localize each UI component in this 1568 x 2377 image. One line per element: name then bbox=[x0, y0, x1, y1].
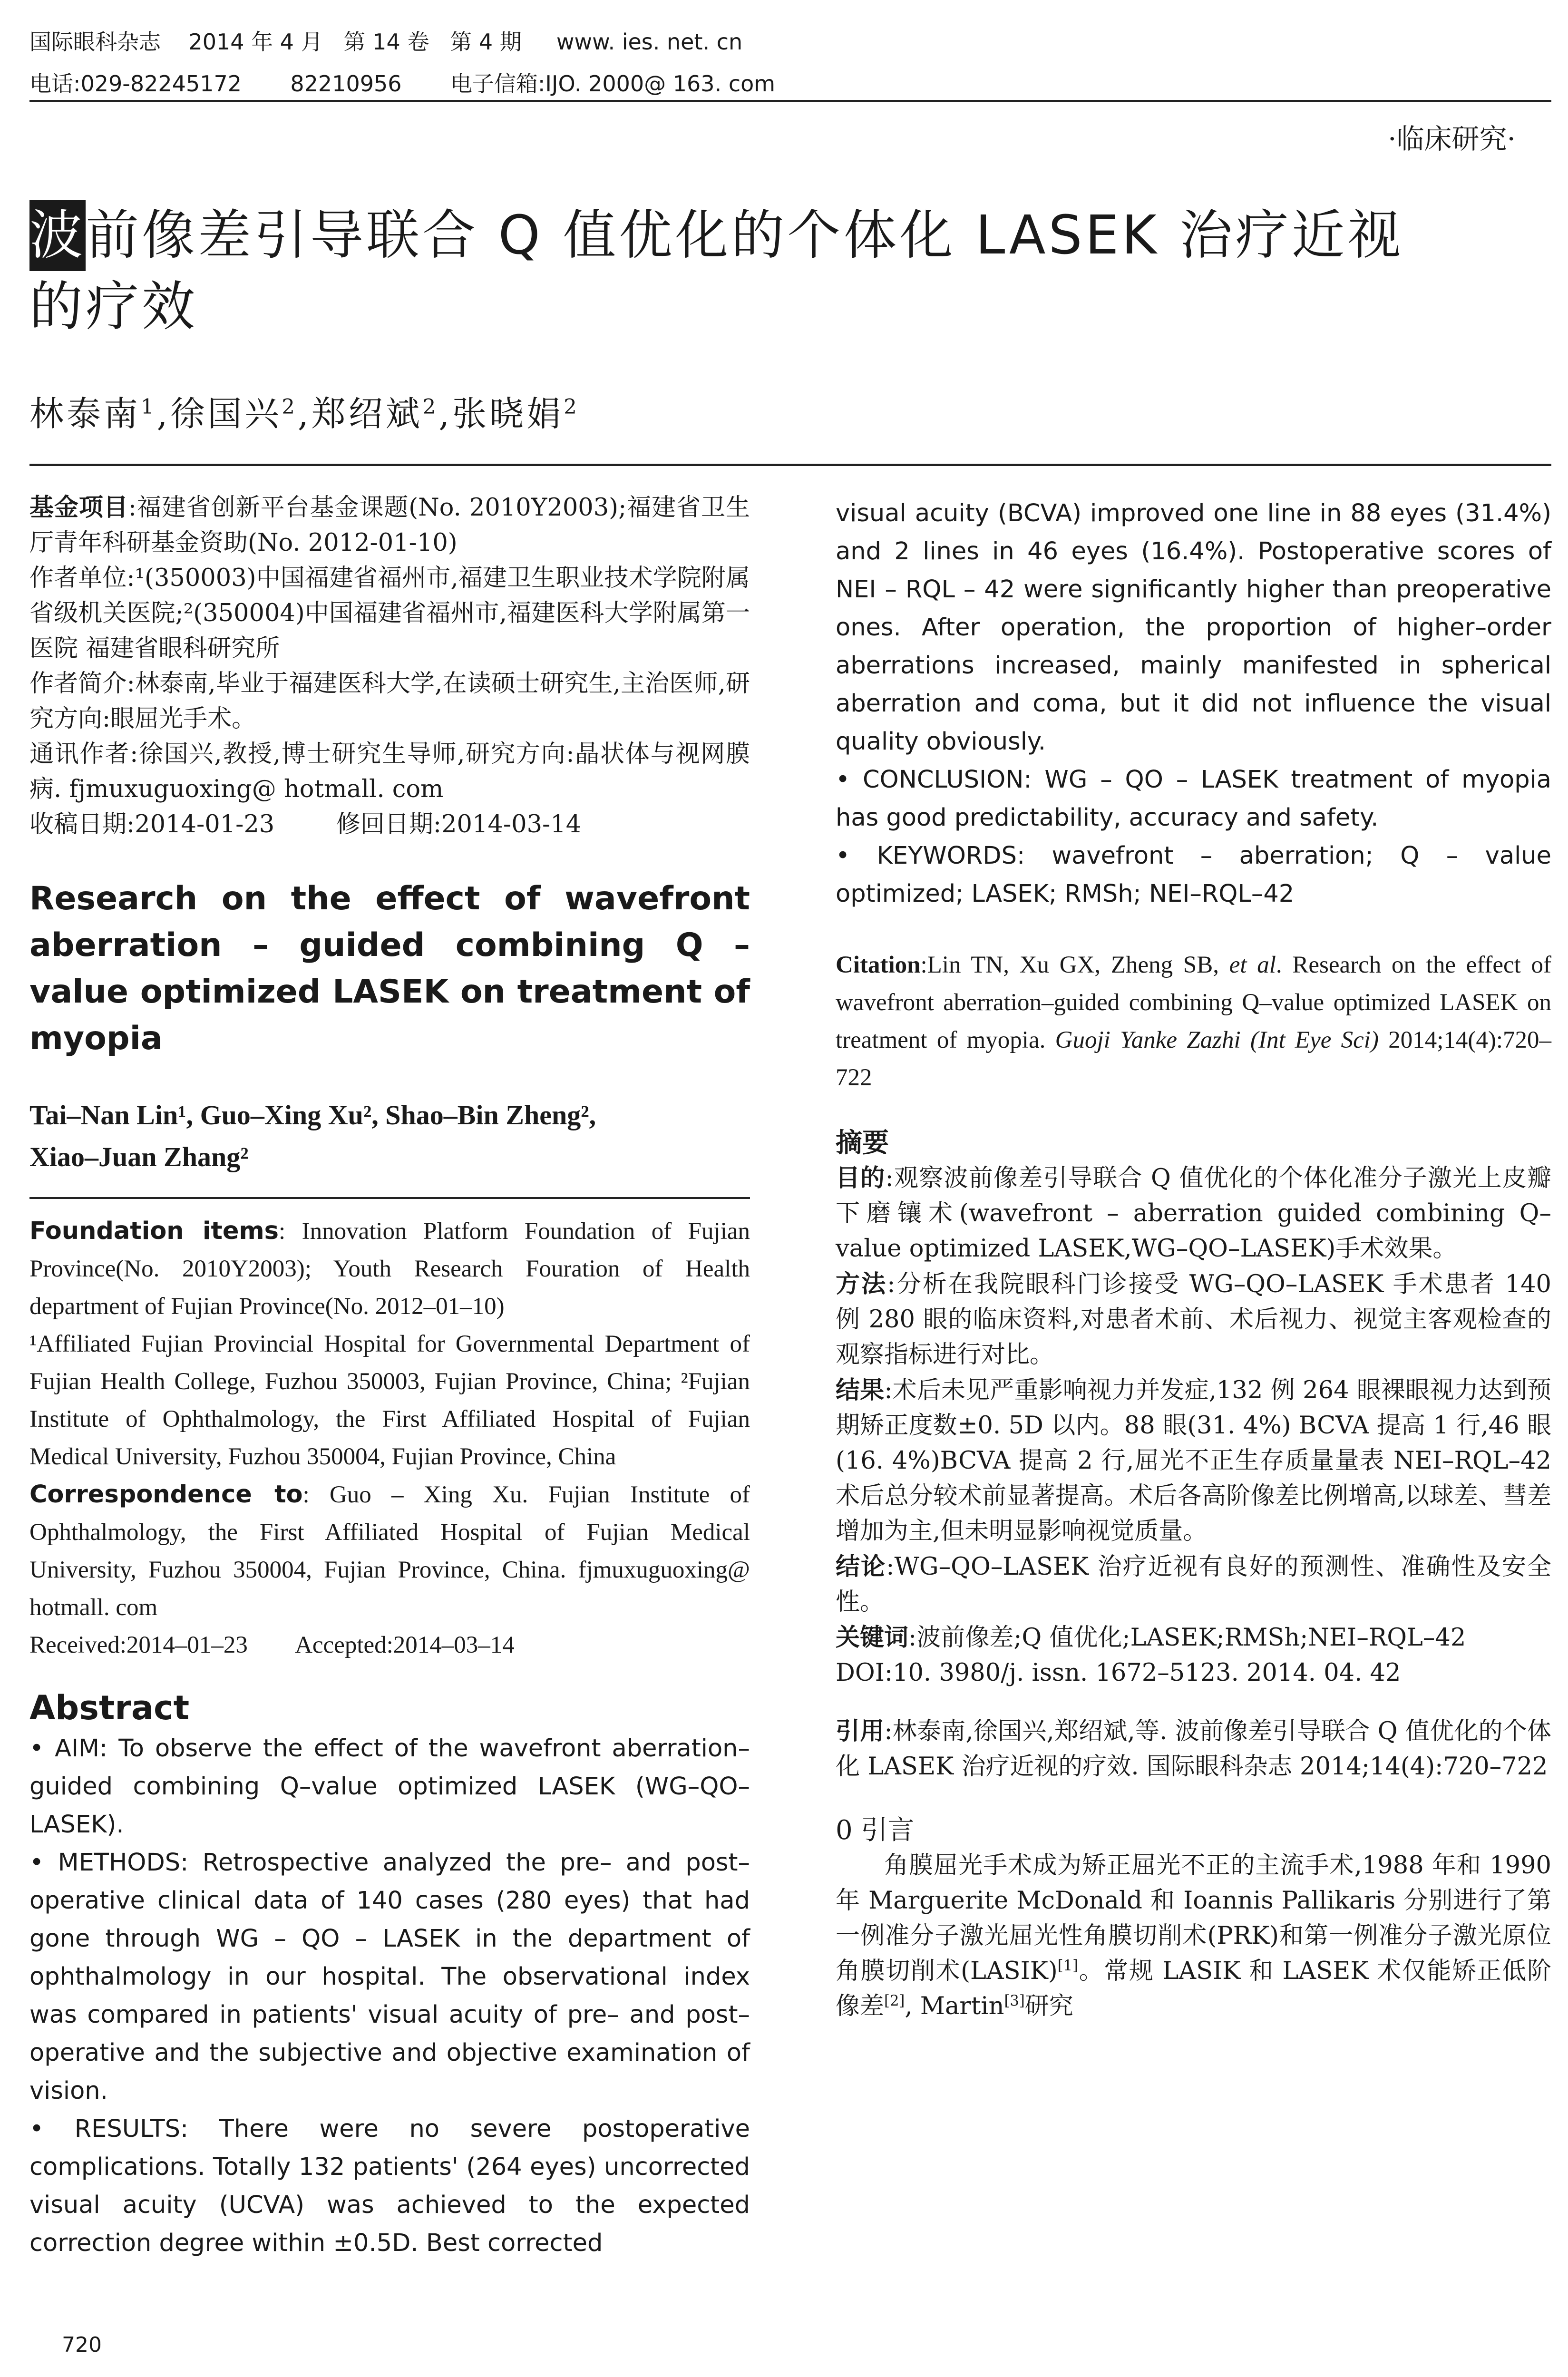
doi: DOI:10. 3980/j. issn. 1672–5123. 2014. 04. 42 bbox=[836, 1659, 1401, 1687]
abstract-heading: Abstract bbox=[29, 1688, 190, 1727]
abstract-results-cont: visual acuity (BCVA) improved one line in 88 eyes (31.4%) and 2 lines in 46 eyes (16.4%). Postoperative scores of NEI – RQL – 42 were significantly higher than preoperative ones. After operation, the proportion of higher–order aberrations increased, mainly manifested in spherical aberration and coma, but it did not influence the visual quality obviously. bbox=[836, 499, 1551, 756]
affiliation-zh: 作者单位:¹(350003)中国福建省福州市,福建卫生职业技术学院附属省级机关医院;²(350004)中国福建省福州市,福建医科大学附属第一医院 福建省眼科研究所 bbox=[29, 564, 750, 662]
title-en: Research on the effect of wavefront aberration – guided combining Q – value optimized LASEK on treatment of myopia bbox=[29, 880, 750, 1057]
bio-zh: 作者简介:林泰南,毕业于福建医科大学,在读硕士研究生,主治医师,研究方向:眼屈光手术。 bbox=[29, 670, 750, 733]
authors-zh: 林泰南$^1$,徐国兴$^2$,郑绍斌$^2$,张晓娟$^2$ bbox=[29, 394, 580, 434]
section-label: ·临床研究· bbox=[1388, 123, 1516, 155]
foundation-en: Foundation items: Innovation Platform Foundation of Fujian Province(No. 2010Y2003); Youth Research Fouration of Health department of Fujian Province(No. 2012–01–10) bbox=[29, 1217, 750, 1320]
journal-header-line2: 电话:029-82245172 82210956 电子信箱:IJO. 2000@ 163. com bbox=[29, 71, 776, 97]
citation-zh: 引用:林泰南,徐国兴,郑绍斌,等. 波前像差引导联合 Q 值优化的个体化 LASEK 治疗近视的疗效. 国际眼科杂志 2014;14(4):720–722 bbox=[836, 1717, 1551, 1781]
intro-heading: 0 引言 bbox=[836, 1815, 915, 1846]
left-column bbox=[29, 490, 750, 2262]
abstract-methods: • METHODS: Retrospective analyzed the pre– and post–operative clinical data of 140 cases (280 eyes) that had gone through WG – QO – LASEK in the department of ophthalmology in our hospital. The observational index was compared in patients' visual acuity of pre– and post–operative and the subjective and objective examination of vision. bbox=[29, 1849, 750, 2105]
correspondence-en: Correspondence to: Guo – Xing Xu. Fujian Institute of Ophthalmology, the First Affiliated Hospital of Fujian Medical University, Fuzhou 350004, Fujian Province, China. fjmuxuguoxing@ hotmall. com bbox=[29, 1481, 750, 1621]
abstract-results: • RESULTS: There were no severe postoperative complications. Totally 132 patients' (264 eyes) uncorrected visual acuity (UCVA) was achieved to the expected correction degree within ±0.5D. Best corrected bbox=[29, 2115, 750, 2257]
intro-paragraph: 角膜屈光手术成为矫正屈光不正的主流手术,1988 年和 1990 年 Marguerite McDonald 和 Ioannis Pallikaris 分别进行了第一例准分子激光屈光性角膜切削术(PRK)和第一例准分子激光原位角膜切削术(LASIK)[1]。常规 LASIK 和 LASEK 术仅能矫正低阶像差[2], Martin[3]研究 bbox=[836, 1851, 1551, 2020]
dates-zh: 收稿日期:2014-01-23 修回日期:2014-03-14 bbox=[29, 810, 582, 838]
citation-en: Citation:Lin TN, Xu GX, Zheng SB, et al. Research on the effect of wavefront aberration–guided combining Q–value optimized LASEK on treatment of myopia. Guoji Yanke Zazhi (Int Eye Sci) 2014;14(4):720–722 bbox=[836, 952, 1552, 1091]
keywords-zh: 关键词:波前像差;Q 值优化;LASEK;RMSh;NEI–RQL–42 bbox=[836, 1623, 1466, 1652]
author-zh: 郑绍斌 bbox=[311, 394, 423, 434]
methods-zh: 方法:分析在我院眼科门诊接受 WG–QO–LASEK 手术患者 140 例 280 眼的临床资料,对患者术前、术后视力、视觉主客观检查的观察指标进行对比。 bbox=[836, 1270, 1551, 1369]
foundation-zh: 基金项目:福建省创新平台基金课题(No. 2010Y2003);福建省卫生厅青年科研基金资助(No. 2012-01-10) bbox=[29, 493, 750, 557]
affiliation-en: ¹Affiliated Fujian Provincial Hospital for Governmental Department of Fujian Health College, Fuzhou 350003, Fujian Province, China; ²Fujian Institute of Ophthalmology, the First Affiliated Hospital of Fujian Medical University, Fuzhou 350004, Fujian Province, China bbox=[29, 1331, 750, 1470]
title-line2: 的疗效 bbox=[29, 276, 198, 338]
author-zh: 张晓娟 bbox=[452, 394, 564, 434]
abstract-aim: • AIM: To observe the effect of the wavefront aberration–guided combining Q–value optimized LASEK (WG–QO–LASEK). bbox=[29, 1734, 750, 1839]
authors-rule bbox=[29, 464, 1551, 466]
left-rule bbox=[29, 1197, 750, 1199]
conclusion-zh: 结论:WG–QO–LASEK 治疗近视有良好的预测性、准确性及安全性。 bbox=[836, 1552, 1551, 1616]
right-column bbox=[836, 495, 1551, 2024]
author-zh: 林泰南 bbox=[29, 394, 141, 434]
results-zh: 结果:术后未见严重影响视力并发症,132 例 264 眼裸眼视力达到预期矫正度数±0. 5D 以内。88 眼(31. 4%) BCVA 提高 1 行,46 眼(16. 4%)BCVA 提高 2 行,屈光不正生存质量量表 NEI–RQL–42 术后总分较术前显著提高。术后各高阶像差比例增高,以球差、彗差增加为主,但未明显影响视觉质量。 bbox=[836, 1376, 1551, 1545]
title-drop-mark: 波 bbox=[29, 200, 86, 271]
author-zh: 徐国兴 bbox=[170, 394, 282, 434]
correspondence-zh: 通讯作者:徐国兴,教授,博士研究生导师,研究方向:晶状体与视网膜病. fjmuxuguoxing@ hotmall. com bbox=[29, 740, 750, 803]
abstract-zh-heading: 摘要 bbox=[836, 1127, 889, 1159]
article-title bbox=[29, 200, 1551, 342]
dates-en: Received:2014–01–23 Accepted:2014–03–14 bbox=[29, 1632, 515, 1658]
page-number: 720 bbox=[62, 2333, 102, 2357]
aim-zh: 目的:观察波前像差引导联合 Q 值优化的个体化准分子激光上皮瓣下磨镶术(wavefront – aberration guided combining Q–value optimized LASEK,WG–QO–LASEK)手术效果。 bbox=[836, 1164, 1551, 1263]
title-line1: 前像差引导联合 Q 值优化的个体化 LASEK 治疗近视 bbox=[86, 205, 1404, 266]
abstract-keywords: • KEYWORDS: wavefront – aberration; Q – value optimized; LASEK; RMSh; NEI–RQL–42 bbox=[836, 842, 1551, 908]
authors-en: Tai–Nan Lin¹, Guo–Xing Xu², Shao–Bin Zheng², Xiao–Juan Zhang² bbox=[29, 1100, 596, 1172]
header-rule bbox=[29, 100, 1551, 102]
journal-header-line1: 国际眼科杂志 2014 年 4 月 第 14 卷 第 4 期 www. ies. net. cn bbox=[29, 29, 743, 55]
abstract-conclusion: • CONCLUSION: WG – QO – LASEK treatment of myopia has good predictability, accuracy and safety. bbox=[836, 766, 1551, 832]
